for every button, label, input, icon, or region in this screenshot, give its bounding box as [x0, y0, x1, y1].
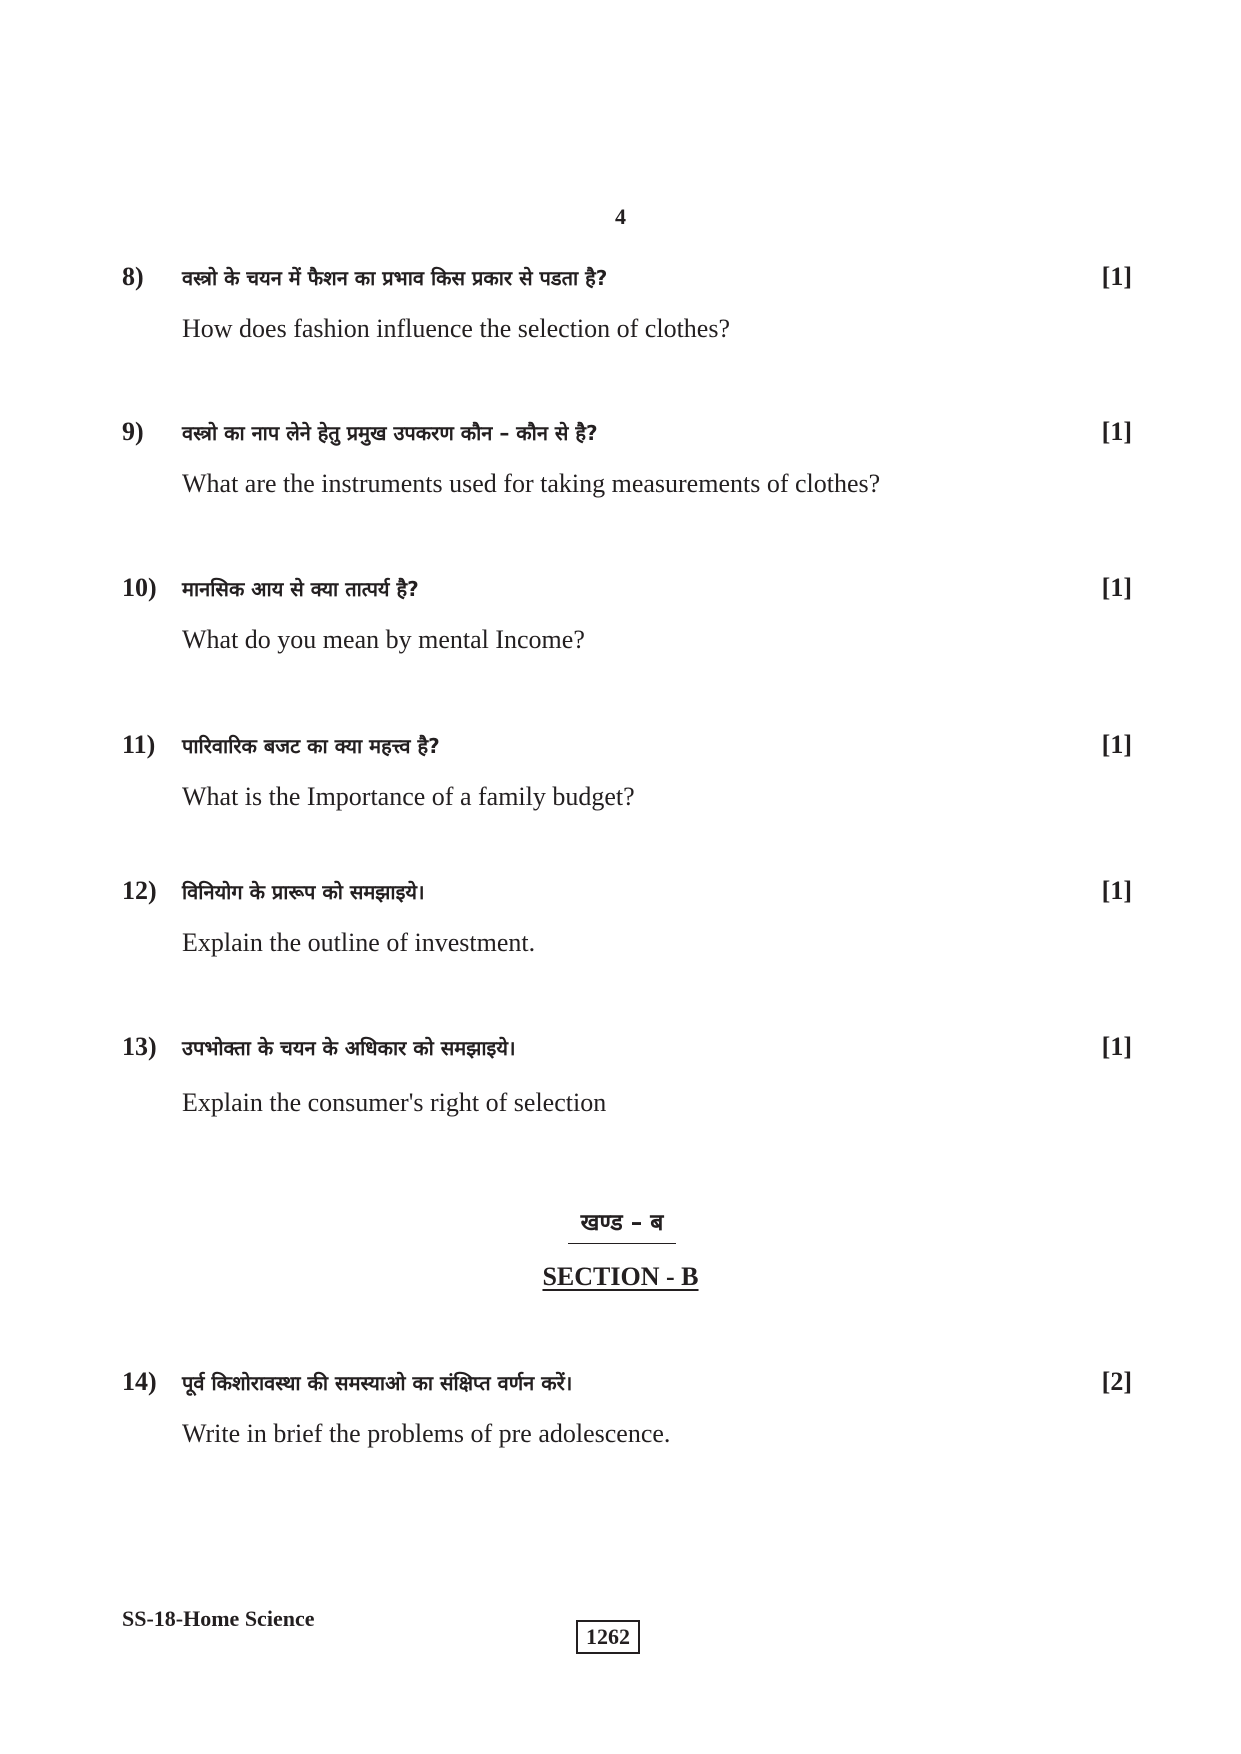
page-number: 4 [615, 204, 626, 229]
question-marks: [2] [1101, 1367, 1132, 1396]
paper-code: SS-18-Home Science [122, 1606, 315, 1631]
question-marks: [1] [1101, 730, 1132, 759]
question-hindi: मानसिक आय से क्या तात्पर्य है? [182, 577, 419, 601]
question-hindi: वस्त्रो के चयन में फैशन का प्रभाव किस प्रकार से पडता है? [182, 266, 608, 290]
page-code-box: 1262 [576, 1620, 640, 1654]
question-english: What do you mean by mental Income? [182, 625, 585, 654]
question-english: What is the Importance of a family budget? [182, 782, 635, 811]
section-title [0, 1262, 1241, 1292]
question-hindi: पारिवारिक बजट का क्या महत्त्व है? [182, 734, 440, 758]
question-english: Explain the outline of investment. [182, 928, 536, 957]
question-number: 8) [122, 262, 144, 291]
question-marks: [1] [1101, 417, 1132, 446]
question-hindi: उपभोक्ता के चयन के अधिकार को समझाइये। [182, 1036, 516, 1060]
question-number: 11) [122, 730, 156, 759]
question-english: How does fashion influence the selection of clothes? [182, 314, 730, 343]
question-hindi: पूर्व किशोरावस्था की समस्याओ का संक्षिप्त वर्णन करें। [182, 1371, 573, 1395]
question-number: 14) [122, 1367, 157, 1396]
question-hindi: विनियोग के प्रारूप को समझाइये। [182, 880, 425, 904]
question-marks: [1] [1101, 876, 1132, 905]
question-number: 12) [122, 876, 157, 905]
question-marks: [1] [1101, 262, 1132, 291]
question-number: 10) [122, 573, 157, 602]
section-title-english: SECTION - B [542, 1262, 699, 1291]
question-hindi: वस्त्रो का नाप लेने हेतु प्रमुख उपकरण कौन – कौन से है? [182, 421, 598, 445]
question-number: 13) [122, 1032, 157, 1061]
question-english: Write in brief the problems of pre adolescence. [182, 1419, 671, 1448]
question-english: What are the instruments used for taking measurements of clothes? [182, 469, 881, 498]
section-title-hindi: खण्ड – ब [568, 1205, 676, 1244]
question-number: 9) [122, 417, 144, 446]
question-marks: [1] [1101, 573, 1132, 602]
question-marks: [1] [1101, 1032, 1132, 1061]
question-english: Explain the consumer's right of selection [182, 1088, 607, 1117]
